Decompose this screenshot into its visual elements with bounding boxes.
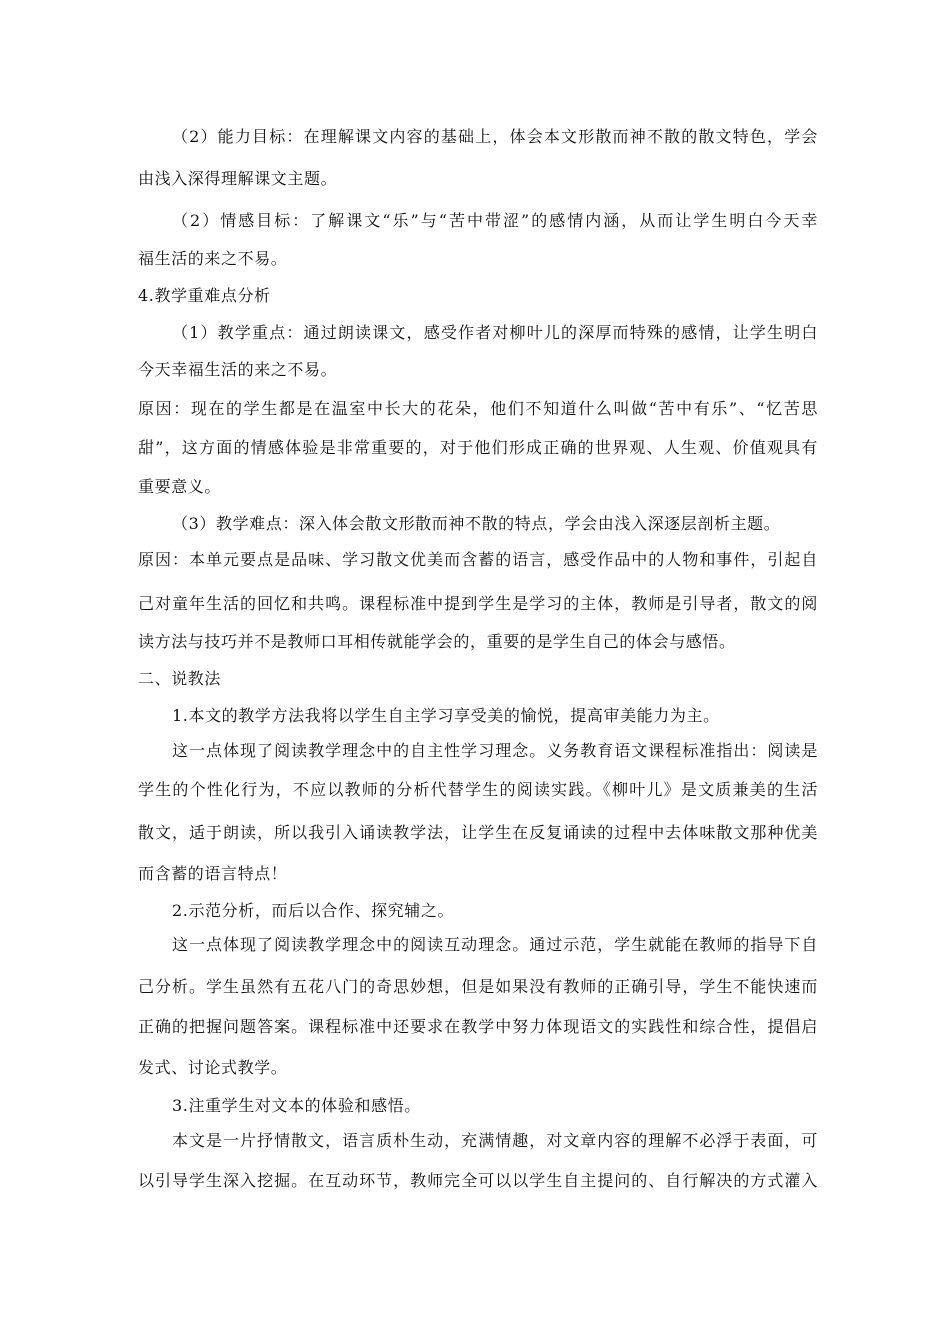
- method-2-line-3: 正确的把握问题答案。课程标准中还要求在教学中努力体现语文的实践性和综合性，提倡启: [138, 1017, 818, 1036]
- method-3-title: 3.注重学生对文本的体验和感悟。: [172, 1096, 421, 1115]
- method-1-line-3: 散文，适于朗读，所以我引入诵读教学法，让学生在反复诵读的过程中去体味散文那种优美: [138, 823, 818, 842]
- teaching-focus-line-1: （1）教学重点：通过朗读课文，感受作者对柳叶儿的深厚而特殊的感情，让学生明白: [172, 323, 818, 342]
- focus-reason-line-1: 原因：现在的学生都是在温室中长大的花朵，他们不知道什么叫做“苦中有乐”、“忆苦思: [138, 399, 818, 418]
- method-1-title: 1.本文的教学方法我将以学生自主学习享受美的愉悦，提高审美能力为主。: [172, 706, 720, 725]
- method-1-line-1: 这一点体现了阅读教学理念中的自主性学习理念。义务教育语文课程标准指出：阅读是: [172, 741, 818, 760]
- teaching-difficulty-line: （3）教学难点：深入体会散文形散而神不散的特点，学会由浅入深逐层剖析主题。: [172, 514, 781, 533]
- method-1-line-2: 学生的个性化行为，不应以教师的分析代替学生的阅读实践。《柳叶儿》是文质兼美的生活: [138, 780, 818, 799]
- emotion-goal-line-2: 福生活的来之不易。: [138, 249, 288, 268]
- method-3-line-1: 本文是一片抒情散文，语言质朴生动，充满情趣，对文章内容的理解不必浮于表面，可: [172, 1131, 818, 1150]
- teaching-focus-line-2: 今天幸福生活的来之不易。: [138, 360, 338, 379]
- emotion-goal-line-1: （2）情感目标：了解课文“乐”与“苦中带涩”的感情内涵，从而让学生明白今天幸: [172, 211, 818, 230]
- method-2-line-2: 己分析。学生虽然有五花八门的奇思妙想，但是如果没有教师的正确引导，学生不能快速而: [138, 977, 818, 996]
- focus-reason-line-3: 重要意义。: [138, 477, 222, 496]
- difficulty-reason-line-3: 读方法与技巧并不是教师口耳相传就能学会的，重要的是学生自己的体会与感悟。: [138, 632, 736, 651]
- difficulty-reason-line-2: 己对童年生活的回忆和共鸣。课程标准中提到学生是学习的主体，教师是引导者，散文的阅: [138, 594, 818, 613]
- method-2-line-1: 这一点体现了阅读教学理念中的阅读互动理念。通过示范，学生就能在教师的指导下自: [172, 935, 818, 954]
- ability-goal-line-2: 由浅入深得理解课文主题。: [138, 169, 338, 188]
- ability-goal-line-1: （2）能力目标：在理解课文内容的基础上，体会本文形散而神不散的散文特色，学会: [172, 127, 818, 146]
- section-heading-teaching-method: 二、说教法: [138, 669, 222, 688]
- method-3-line-2: 以引导学生深入挖掘。在互动环节，教师完全可以以学生自主提问的、自行解决的方式灌入: [138, 1171, 818, 1190]
- method-2-line-4: 发式、讨论式教学。: [138, 1058, 288, 1077]
- focus-reason-line-2: 甜”，这方面的情感体验是非常重要的，对于他们形成正确的世界观、人生观、价值观具有: [138, 438, 818, 457]
- method-2-title: 2.示范分析，而后以合作、探究辅之。: [172, 901, 455, 920]
- section-heading-key-points: 4.教学重难点分析: [138, 286, 271, 305]
- difficulty-reason-line-1: 原因：本单元要点是品味、学习散文优美而含蓄的语言，感受作品中的人物和事件，引起自: [138, 550, 818, 569]
- method-1-line-4: 而含蓄的语言特点！: [138, 864, 288, 883]
